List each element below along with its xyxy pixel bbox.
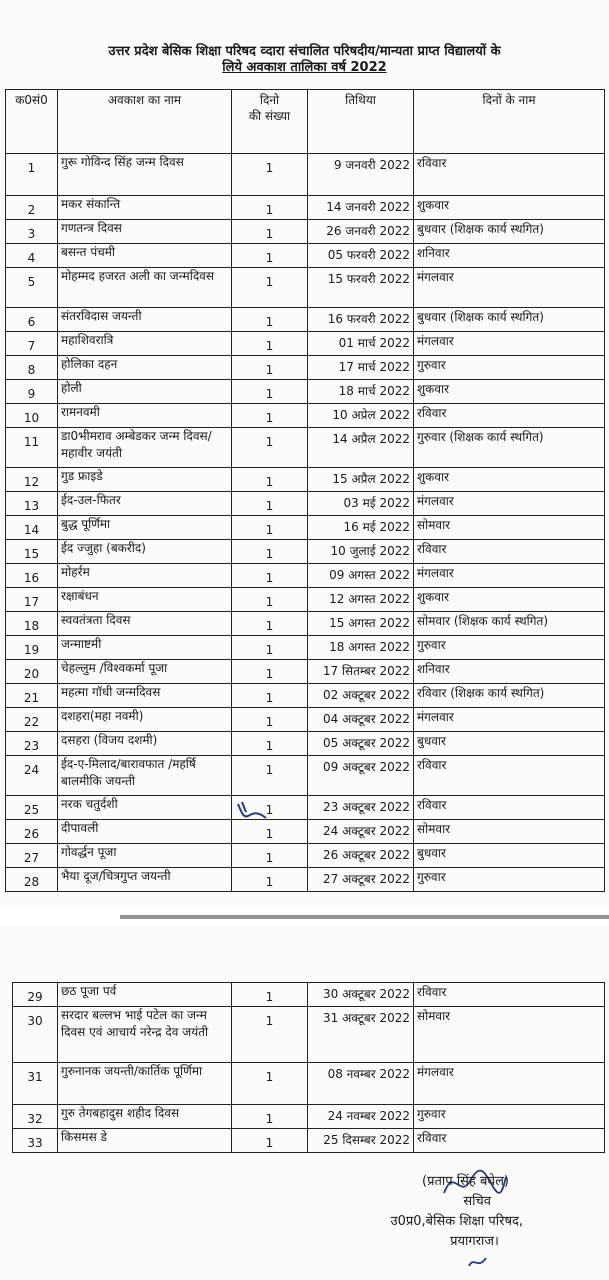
table-row xyxy=(6,154,605,196)
table-row xyxy=(6,492,605,516)
cell-holiday-name: बुद्ध पूर्णिमा xyxy=(58,516,232,540)
table-row xyxy=(6,428,605,468)
cell-sno: 16 xyxy=(6,564,58,588)
cell-date: 12 अगस्त 2022 xyxy=(308,588,414,612)
cell-day-name: बुधवार xyxy=(414,844,605,868)
cell-holiday-name: रामनवमी xyxy=(58,404,232,428)
cell-holiday-name: संतरविदास जयन्ती xyxy=(58,308,232,332)
cell-date: 14 अप्रैल 2022 xyxy=(308,428,414,468)
table-row xyxy=(6,612,605,636)
cell-date: 9 जनवरी 2022 xyxy=(308,154,414,196)
cell-holiday-name: भैया दूज/चित्रगुप्त जयन्ती xyxy=(58,868,232,892)
signatory-post: सचिव xyxy=(463,1194,491,1209)
cell-days-count: 1 xyxy=(232,492,308,516)
cell-sno: 9 xyxy=(6,380,58,404)
cell-sno: 6 xyxy=(6,308,58,332)
cell-sno: 26 xyxy=(6,820,58,844)
cell-holiday-name: ईद ज्जुहा (बकरीद) xyxy=(58,540,232,564)
cell-date: 08 नवम्बर 2022 xyxy=(308,1063,414,1105)
table-row xyxy=(6,540,605,564)
cell-days-count: 1 xyxy=(232,844,308,868)
signatory-place: प्रयागराज। xyxy=(450,1234,499,1249)
cell-day-name: रविवार xyxy=(414,154,605,196)
handwritten-mark xyxy=(232,798,272,826)
header-name: अवकाश का नाम xyxy=(58,90,232,154)
cell-days-count: 1 xyxy=(232,154,308,196)
header-date: तिथिया xyxy=(308,90,414,154)
cell-day-name: शुकवार xyxy=(414,380,605,404)
cell-holiday-name: रक्षाबंधन xyxy=(58,588,232,612)
cell-holiday-name: दीपावली xyxy=(58,820,232,844)
cell-date: 18 अगस्त 2022 xyxy=(308,636,414,660)
cell-date: 25 दिसम्बर 2022 xyxy=(308,1129,414,1153)
cell-sno: 4 xyxy=(6,244,58,268)
signatory-name: (प्रताप सिंह बघेल) xyxy=(422,1174,509,1189)
cell-sno: 7 xyxy=(6,332,58,356)
cell-sno: 20 xyxy=(6,660,58,684)
cell-day-name: मंगलवार xyxy=(414,332,605,356)
cell-day-name: मंगलवार xyxy=(414,492,605,516)
cell-date: 30 अक्टूबर 2022 xyxy=(308,983,414,1007)
table-row xyxy=(6,660,605,684)
cell-days-count: 1 xyxy=(232,732,308,756)
table-row xyxy=(6,564,605,588)
cell-holiday-name: डा0भीमराव अम्बेडकर जन्म दिवस/महावीर जयंती xyxy=(58,428,232,468)
cell-holiday-name: दशहरा(महा नवमी) xyxy=(58,708,232,732)
cell-date: 31 अक्टूबर 2022 xyxy=(308,1007,414,1063)
cell-day-name: गुरुवार xyxy=(414,356,605,380)
cell-day-name: शुकवार xyxy=(414,196,605,220)
cell-day-name: शुकवार xyxy=(414,588,605,612)
cell-days-count: 1 xyxy=(232,756,308,796)
cell-holiday-name: छठ पूजा पर्व xyxy=(58,983,232,1007)
header-days-line1: दिनो xyxy=(259,93,280,107)
table-row xyxy=(6,380,605,404)
table-row xyxy=(6,268,605,308)
cell-date: 18 मार्च 2022 xyxy=(308,380,414,404)
table-row xyxy=(6,356,605,380)
cell-days-count: 1 xyxy=(232,516,308,540)
cell-days-count: 1 xyxy=(232,612,308,636)
cell-holiday-name: गणतन्त्र दिवस xyxy=(58,220,232,244)
cell-day-name: मंगलवार xyxy=(414,1063,605,1105)
cell-days-count: 1 xyxy=(232,868,308,892)
cell-holiday-name: ईद-ए-मिलाद/बारावफात /महर्षि बालमीकि जयन्ती xyxy=(58,756,232,796)
cell-sno: 2 xyxy=(6,196,58,220)
cell-holiday-name: महत्मा गॉधी जन्मदिवस xyxy=(58,684,232,708)
table-row xyxy=(6,404,605,428)
cell-days-count: 1 xyxy=(232,564,308,588)
cell-holiday-name: मोहर्रम xyxy=(58,564,232,588)
cell-date: 05 फरवरी 2022 xyxy=(308,244,414,268)
table-row xyxy=(6,636,605,660)
cell-days-count: 1 xyxy=(232,380,308,404)
cell-days-count: 1 xyxy=(232,708,308,732)
table-row xyxy=(6,468,605,492)
cell-holiday-name: नरक चतुर्दशी xyxy=(58,796,232,820)
cell-sno: 8 xyxy=(6,356,58,380)
cell-day-name: शनिवार xyxy=(414,244,605,268)
cell-day-name: सोमवार (शिक्षक कार्य स्थगित) xyxy=(414,612,605,636)
cell-days-count: 1 xyxy=(232,820,308,844)
cell-sno: 21 xyxy=(6,684,58,708)
cell-day-name: गुरुवार xyxy=(414,636,605,660)
cell-date: 03 मई 2022 xyxy=(308,492,414,516)
cell-day-name: गुरुवार (शिक्षक कार्य स्थगित) xyxy=(414,428,605,468)
cell-holiday-name: जन्माष्टमी xyxy=(58,636,232,660)
cell-holiday-name: गुरु तेगबहादुस शहीद दिवस xyxy=(58,1105,232,1129)
cell-day-name: रविवार xyxy=(414,756,605,796)
table-row xyxy=(6,684,605,708)
cell-day-name: शुकवार xyxy=(414,468,605,492)
header-days xyxy=(232,90,308,154)
cell-days-count: 1 xyxy=(232,684,308,708)
cell-days-count: 1 xyxy=(232,1007,308,1063)
cell-date: 09 अक्टूबर 2022 xyxy=(308,756,414,796)
table-row xyxy=(6,820,605,844)
cell-holiday-name: गुरू गोविन्द सिंह जन्म दिवस xyxy=(58,154,232,196)
holiday-table-page-1 xyxy=(5,89,605,892)
cell-date: 14 जनवरी 2022 xyxy=(308,196,414,220)
holiday-rows-page-1 xyxy=(6,154,605,892)
cell-day-name: रविवार xyxy=(414,1129,605,1153)
table-row xyxy=(6,796,605,820)
cell-sno: 33 xyxy=(13,1129,58,1153)
holiday-rows-page-2 xyxy=(13,983,605,1153)
cell-days-count: 1 xyxy=(232,332,308,356)
cell-date: 15 अप्रैल 2022 xyxy=(308,468,414,492)
table-row xyxy=(13,1063,605,1105)
cell-day-name: बुधवार (शिक्षक कार्य स्थगित) xyxy=(414,220,605,244)
cell-day-name: रविवार xyxy=(414,404,605,428)
signatory-office: उ0प्र0,बेसिक शिक्षा परिषद, xyxy=(390,1214,523,1229)
cell-sno: 13 xyxy=(6,492,58,516)
table-row xyxy=(13,983,605,1007)
cell-day-name: सोमवार xyxy=(414,820,605,844)
cell-sno: 11 xyxy=(6,428,58,468)
table-row xyxy=(6,756,605,796)
header-dayname: दिनों के नाम xyxy=(414,90,605,154)
cell-days-count: 1 xyxy=(232,468,308,492)
table-row xyxy=(6,308,605,332)
table-row xyxy=(6,844,605,868)
cell-sno: 23 xyxy=(6,732,58,756)
cell-date: 04 अक्टूबर 2022 xyxy=(308,708,414,732)
cell-date: 24 अक्टूबर 2022 xyxy=(308,820,414,844)
cell-sno: 3 xyxy=(6,220,58,244)
cell-holiday-name: किसमस डे xyxy=(58,1129,232,1153)
cell-date: 05 अक्टूबर 2022 xyxy=(308,732,414,756)
cell-sno: 17 xyxy=(6,588,58,612)
cell-sno: 22 xyxy=(6,708,58,732)
cell-days-count: 1 xyxy=(232,1129,308,1153)
cell-day-name: रविवार xyxy=(414,540,605,564)
cell-date: 24 नवम्बर 2022 xyxy=(308,1105,414,1129)
table-row xyxy=(6,196,605,220)
cell-days-count: 1 xyxy=(232,540,308,564)
cell-holiday-name: सरदार बल्लभ भाई पटेल का जन्म दिवस एवं आचार्य नरेन्द्र देव जयंती xyxy=(58,1007,232,1063)
cell-date: 17 मार्च 2022 xyxy=(308,356,414,380)
cell-day-name: सोमवार xyxy=(414,516,605,540)
table-row xyxy=(6,732,605,756)
cell-holiday-name: मकर संकान्ति xyxy=(58,196,232,220)
cell-holiday-name: गुड फ्राइडे xyxy=(58,468,232,492)
cell-days-count: 1 xyxy=(232,268,308,308)
cell-date: 15 अगस्त 2022 xyxy=(308,612,414,636)
cell-holiday-name: चेहल्लुम /विश्वकर्मा पूजा xyxy=(58,660,232,684)
cell-days-count: 1 xyxy=(232,356,308,380)
cell-holiday-name: गोवर्द्धन पूजा xyxy=(58,844,232,868)
cell-date: 16 मई 2022 xyxy=(308,516,414,540)
cell-day-name: मंगलवार xyxy=(414,268,605,308)
cell-days-count: 1 xyxy=(232,983,308,1007)
cell-date: 26 अक्टूबर 2022 xyxy=(308,844,414,868)
cell-day-name: गुरुवार xyxy=(414,1105,605,1129)
cell-sno: 19 xyxy=(6,636,58,660)
cell-day-name: मंगलवार xyxy=(414,708,605,732)
cell-date: 16 फरवरी 2022 xyxy=(308,308,414,332)
cell-sno: 10 xyxy=(6,404,58,428)
cell-date: 27 अक्टूबर 2022 xyxy=(308,868,414,892)
cell-days-count: 1 xyxy=(232,636,308,660)
cell-holiday-name: बसन्त पंचमी xyxy=(58,244,232,268)
document-subtitle: लिये अवकाश तालिका वर्ष 2022 xyxy=(222,60,387,75)
table-row xyxy=(6,516,605,540)
cell-holiday-name: दसहरा (विजय दशमी) xyxy=(58,732,232,756)
cell-date: 02 अक्टूबर 2022 xyxy=(308,684,414,708)
cell-holiday-name: ईद-उल-फितर xyxy=(58,492,232,516)
cell-sno: 29 xyxy=(13,983,58,1007)
cell-day-name: रविवार xyxy=(414,796,605,820)
table-row xyxy=(13,1007,605,1063)
cell-holiday-name: मोहम्मद हजरत अली का जन्मदिवस xyxy=(58,268,232,308)
cell-sno: 18 xyxy=(6,612,58,636)
cell-days-count: 1 xyxy=(232,588,308,612)
table-row xyxy=(13,1105,605,1129)
holiday-table-page-2 xyxy=(12,982,605,1153)
cell-sno: 28 xyxy=(6,868,58,892)
cell-sno: 25 xyxy=(6,796,58,820)
cell-days-count: 1 xyxy=(232,220,308,244)
document-title: उत्तर प्रदेश बेसिक शिक्षा परिषद व्दारा संचालित परिषदीय/मान्यता प्राप्त विद्यालयों के xyxy=(108,44,501,59)
header-sno: क0सं0 xyxy=(6,90,58,154)
cell-holiday-name: होलिका दहन xyxy=(58,356,232,380)
cell-day-name: शनिवार xyxy=(414,660,605,684)
cell-date: 15 फरवरी 2022 xyxy=(308,268,414,308)
header-days-line2: की संख्या xyxy=(248,109,291,123)
cell-holiday-name: होली xyxy=(58,380,232,404)
cell-sno: 27 xyxy=(6,844,58,868)
cell-days-count: 1 xyxy=(232,196,308,220)
cell-days-count: 1 xyxy=(232,244,308,268)
cell-date: 10 जुलाई 2022 xyxy=(308,540,414,564)
cell-sno: 32 xyxy=(13,1105,58,1129)
table-row xyxy=(6,708,605,732)
table-row xyxy=(6,868,605,892)
cell-sno: 5 xyxy=(6,268,58,308)
cell-holiday-name: महाशिवरात्रि xyxy=(58,332,232,356)
cell-days-count: 1 xyxy=(232,308,308,332)
cell-sno: 14 xyxy=(6,516,58,540)
cell-day-name: बुधवार xyxy=(414,732,605,756)
page-divider xyxy=(0,905,609,925)
cell-sno: 24 xyxy=(6,756,58,796)
table-row xyxy=(6,220,605,244)
cell-date: 26 जनवरी 2022 xyxy=(308,220,414,244)
cell-sno: 12 xyxy=(6,468,58,492)
cell-day-name: बुधवार (शिक्षक कार्य स्थगित) xyxy=(414,308,605,332)
cell-days-count: 1 xyxy=(232,1105,308,1129)
table-row xyxy=(6,332,605,356)
cell-sno: 31 xyxy=(13,1063,58,1105)
cell-date: 23 अक्टूबर 2022 xyxy=(308,796,414,820)
table-row xyxy=(6,244,605,268)
cell-day-name: रविवार xyxy=(414,983,605,1007)
cell-day-name: गुरुवार xyxy=(414,868,605,892)
table-header-row xyxy=(6,90,605,154)
cell-day-name: मंगलवार xyxy=(414,564,605,588)
cell-date: 01 मार्च 2022 xyxy=(308,332,414,356)
cell-days-count: 1 xyxy=(232,428,308,468)
cell-days-count: 1 xyxy=(232,660,308,684)
cell-days-count: 1 xyxy=(232,404,308,428)
cell-date: 17 सितम्बर 2022 xyxy=(308,660,414,684)
cell-sno: 1 xyxy=(6,154,58,196)
cell-sno: 30 xyxy=(13,1007,58,1063)
cell-day-name: रविवार (शिक्षक कार्य स्थगित) xyxy=(414,684,605,708)
table-row xyxy=(6,588,605,612)
cell-days-count: 1 xyxy=(232,796,308,820)
table-row xyxy=(13,1129,605,1153)
initial-scribble xyxy=(466,1252,490,1272)
cell-date: 09 अगस्त 2022 xyxy=(308,564,414,588)
cell-date: 10 अप्रेल 2022 xyxy=(308,404,414,428)
cell-holiday-name: गुरुनानक जयन्ती/कार्तिक पूर्णिमा xyxy=(58,1063,232,1105)
cell-sno: 15 xyxy=(6,540,58,564)
cell-day-name: सोमवार xyxy=(414,1007,605,1063)
cell-holiday-name: स्ववतंत्रता दिवस xyxy=(58,612,232,636)
cell-days-count: 1 xyxy=(232,1063,308,1105)
